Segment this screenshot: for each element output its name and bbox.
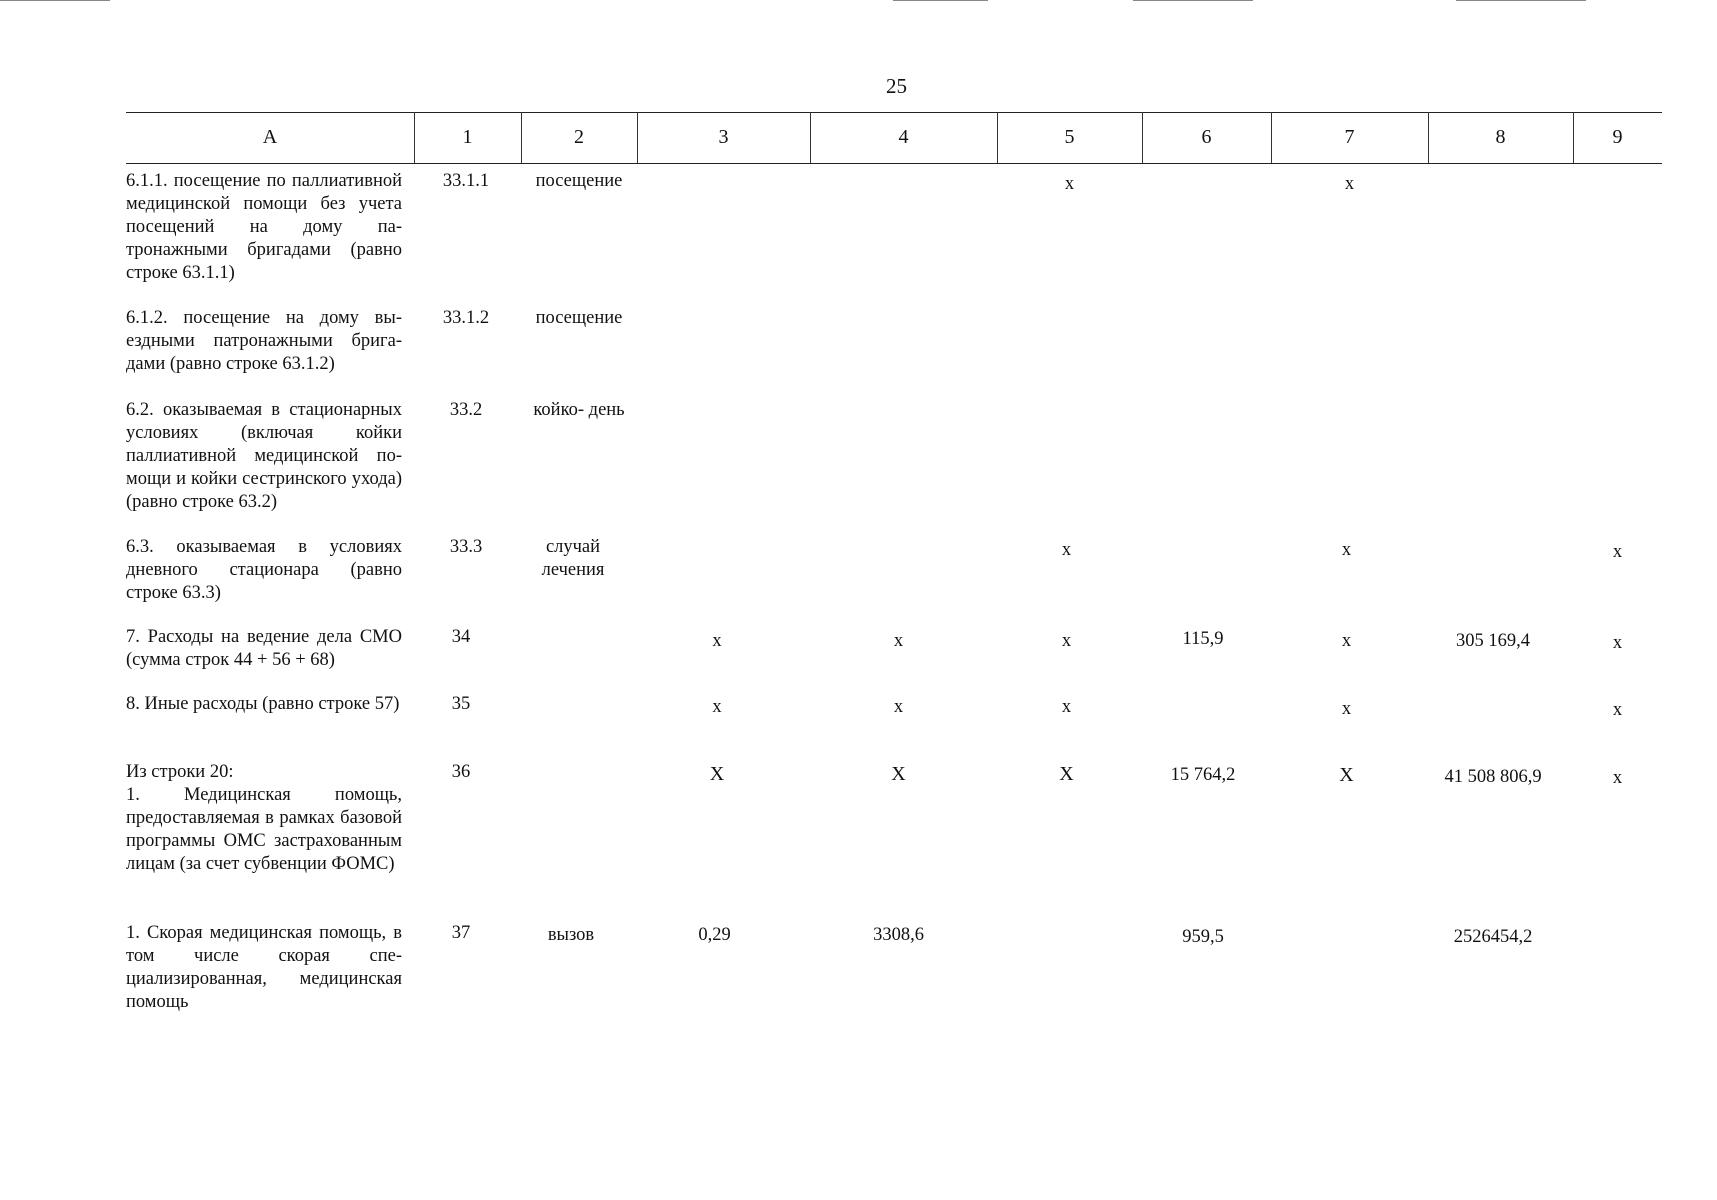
cell-col5: х (1061, 697, 1072, 717)
column-header-1: 1 (462, 126, 473, 148)
cell-col5: х (1061, 631, 1072, 651)
row-code: 33.1.2 (442, 308, 490, 328)
row-description: 1. Скорая медицинская помощь, в том числе скорая специализированная, медицинская помощь (126, 923, 402, 1012)
column-header-4: 4 (898, 126, 909, 148)
row-code: 37 (451, 923, 471, 943)
cell-col7: х (1341, 699, 1352, 719)
cell-col7: х (1341, 631, 1352, 651)
cell-col9: х (1612, 768, 1623, 788)
row-unit: койко- день (533, 400, 625, 420)
row-description-heading: Из строки 20: (126, 762, 234, 782)
column-header-8: 8 (1495, 126, 1506, 148)
table-header-bottom-rule (126, 163, 1662, 164)
cell-col4: х (893, 631, 904, 651)
row-code: 33.1.1 (442, 171, 490, 191)
cell-col6: 959,5 (1182, 927, 1224, 947)
row-unit: посещение (535, 308, 623, 328)
row-description: 6.1.1. посещение по паллиативной медицинской помощи без учета посещений на дому патронажными бригадами (равно строке 63.1.1) (126, 171, 402, 283)
cell-col3: 0,29 (698, 925, 731, 945)
page-number: 25 (886, 74, 907, 98)
row-unit: посещение (535, 171, 623, 191)
cell-col7: Х (1339, 764, 1354, 786)
cell-col5: х (1061, 540, 1072, 560)
row-unit: вызов (547, 925, 595, 945)
cell-col3: х (712, 631, 722, 651)
cell-col9: х (1612, 542, 1623, 562)
cell-col5: Х (1059, 763, 1074, 785)
row-code: 36 (451, 762, 471, 782)
column-header-5: 5 (1064, 126, 1075, 148)
cell-col5: х (1064, 174, 1075, 194)
row-description: 6.2. оказываемая в стационарных условиях (включая койки паллиативной медицинской помощи и койки сестринского ухода) (равно строке 63.2) (126, 400, 402, 512)
cell-col9: х (1612, 700, 1623, 720)
cell-col4: Х (891, 763, 906, 785)
row-unit: случай лечения (541, 537, 605, 580)
cell-col6: 115,9 (1182, 629, 1224, 649)
row-code: 35 (451, 694, 471, 714)
row-description: 8. Иные расходы (равно строке 57) (126, 694, 400, 714)
column-header-7: 7 (1344, 126, 1355, 148)
cell-col9: х (1612, 633, 1623, 653)
scan-artifact (1456, 0, 1586, 1)
row-code: 33.3 (449, 537, 483, 557)
cell-col6: 15 764,2 (1170, 765, 1236, 785)
column-header-2: 2 (574, 126, 584, 148)
cell-col8: 305 169,4 (1456, 631, 1530, 651)
cell-col4: 3308,6 (873, 925, 924, 945)
column-header-3: 3 (718, 126, 729, 148)
row-description: 6.3. оказываемая в условиях дневного стационара (равно строке 63.3) (126, 537, 402, 603)
row-description: 7. Расходы на ведение дела СМО (сумма строк 44 + 56 + 68) (126, 627, 402, 670)
cell-col4: х (893, 697, 904, 717)
cell-col7: х (1344, 174, 1355, 194)
row-description: 1. Медицинская помощь, предоставляемая в рамках базовой программы ОМС застрахованным лицам (за счет субвенции ФОМС) (126, 785, 402, 874)
row-code: 33.2 (449, 400, 483, 420)
scan-artifact (893, 0, 988, 1)
row-description: 6.1.2. посещение на дому выездными патронажными бригадами (равно строке 63.1.2) (126, 308, 402, 374)
scan-artifact (1133, 0, 1253, 1)
cell-col8: 2526454,2 (1453, 927, 1533, 947)
row-code: 34 (451, 627, 471, 647)
column-header-6: 6 (1201, 126, 1212, 148)
table-header-top-rule (126, 112, 1662, 113)
cell-col3: Х (709, 763, 725, 785)
cell-col7: х (1341, 540, 1352, 560)
cell-col3: х (712, 697, 722, 717)
column-header-9: 9 (1612, 126, 1623, 148)
column-header-a: A (262, 126, 278, 148)
cell-col8: 41 508 806,9 (1444, 767, 1542, 787)
scan-artifact (0, 0, 110, 1)
